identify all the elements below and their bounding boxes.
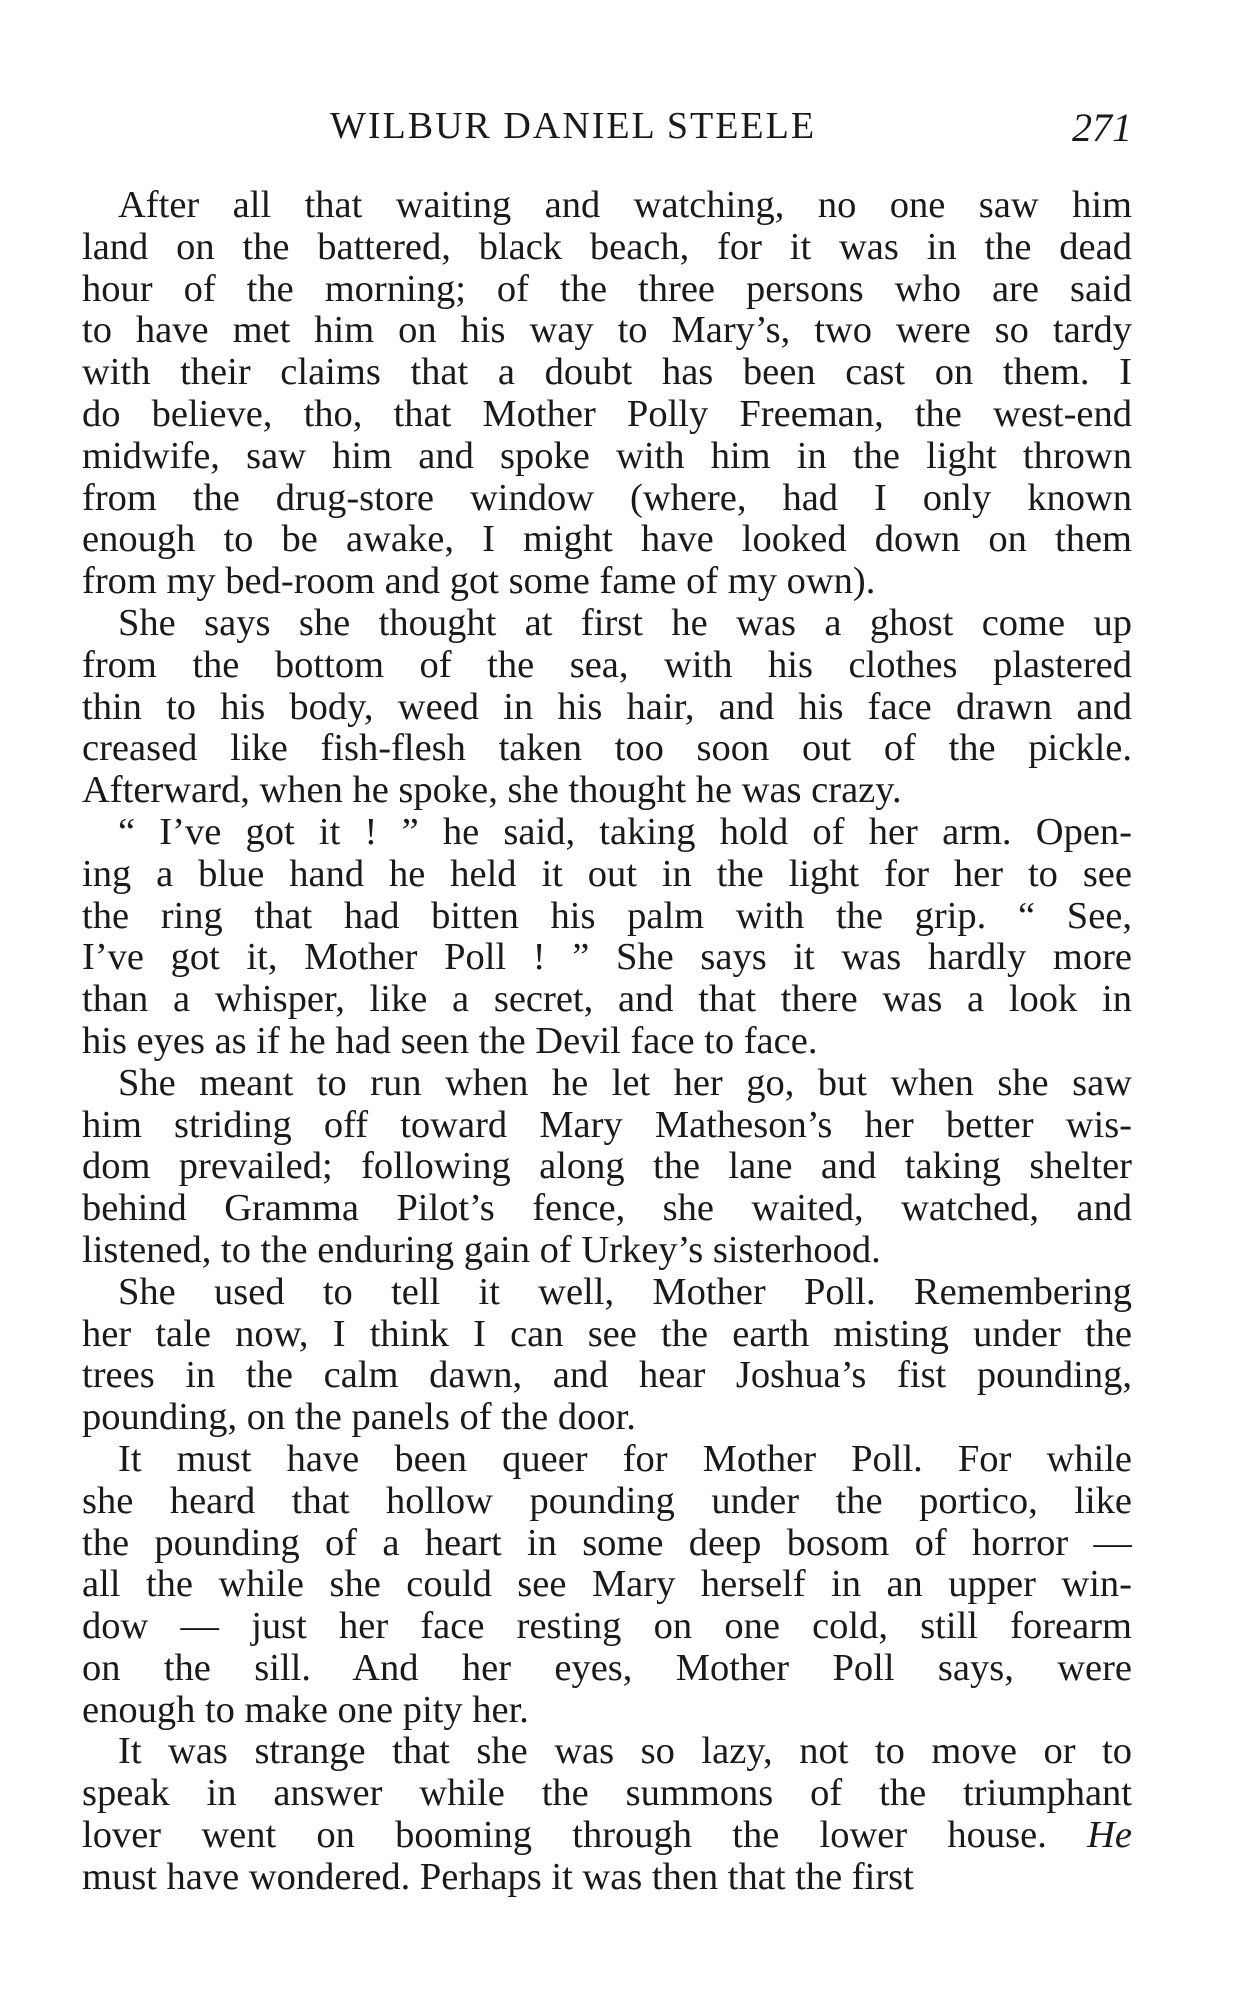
text-line: It was strange that she was so lazy, not to move or to [118,1731,1132,1773]
text-line: pounding, on the panels of the door. [82,1397,636,1439]
text-line: Afterward, when he spoke, she thought he was crazy. [82,770,902,812]
text-line: behind Gramma Pilot’s fence, she waited, watched, and [82,1188,1132,1230]
text-line: It must have been queer for Mother Poll. For while [118,1438,1132,1480]
text-line: She meant to run when he let her go, but when she saw [118,1062,1132,1104]
text-line: with their claims that a doubt has been cast on them. I [82,352,1132,394]
text-line: enough to be awake, I might have looked down on them [82,519,1132,561]
text-line: the ring that had bitten his palm with the grip. “ See, [82,895,1132,937]
text-line: listened, to the enduring gain of Urkey’s sisterhood. [82,1229,881,1271]
text-line: must have wondered. Perhaps it was then that the first [82,1856,914,1898]
text-line: midwife, saw him and spoke with him in the light thrown [82,435,1132,477]
text-line-part: lover went on booming through the lower house. [82,1815,1047,1857]
text-line: I’ve got it, Mother Poll ! ” She says it was hardly more [82,937,1132,979]
text-line: from the bottom of the sea, with his clothes plastered [82,644,1132,686]
text-line: After all that waiting and watching, no one saw him [118,185,1132,226]
text-line: She used to tell it well, Mother Poll. Remembering [118,1271,1132,1313]
text-line: thin to his body, weed in his hair, and his face drawn and [82,686,1132,728]
text-line: dow — just her face resting on one cold, still forearm [82,1606,1132,1648]
text-line [82,1815,1132,1857]
text-line: from the drug-store window (where, had I only known [82,477,1132,519]
text-line: the pounding of a heart in some deep bosom of horror — [82,1522,1132,1564]
text-line: do believe, tho, that Mother Polly Freeman, the west-end [82,393,1132,435]
page-number: 271 [1072,105,1132,150]
text-line: on the sill. And her eyes, Mother Poll says, were [82,1647,1132,1689]
text-line: “ I’ve got it ! ” he said, taking hold of her arm. Open- [118,811,1132,853]
text-line: him striding off toward Mary Matheson’s her better wis- [82,1104,1132,1146]
italic-pronoun: He [1087,1815,1132,1857]
text-line: from my bed-room and got some fame of my own). [82,561,876,603]
text-line: his eyes as if he had seen the Devil face to face. [82,1020,818,1062]
text-line: trees in the calm dawn, and hear Joshua’s fist pounding, [82,1355,1132,1397]
text-line: to have met him on his way to Mary’s, two were so tardy [82,310,1132,352]
text-line: enough to make one pity her. [82,1689,529,1731]
text-line: land on the battered, black beach, for it was in the dead [82,226,1132,268]
page-header [82,104,1132,154]
text-line: ing a blue hand he held it out in the light for her to see [82,853,1132,895]
text-line: speak in answer while the summons of the triumphant [82,1773,1132,1815]
text-line: her tale now, I think I can see the earth misting under the [82,1313,1132,1355]
text-line: creased like fish-flesh taken too soon out of the pickle. [82,728,1132,770]
running-head: WILBUR DANIEL STEELE [330,105,817,147]
text-line: she heard that hollow pounding under the portico, like [82,1480,1132,1522]
text-line: than a whisper, like a secret, and that there was a look in [82,979,1132,1021]
text-line: dom prevailed; following along the lane and taking shelter [82,1146,1132,1188]
text-line: hour of the morning; of the three persons who are said [82,268,1132,310]
text-line: all the while she could see Mary herself in an upper win- [82,1564,1132,1606]
body-text [82,185,1132,1899]
text-line: She says she thought at first he was a ghost come up [118,602,1132,644]
